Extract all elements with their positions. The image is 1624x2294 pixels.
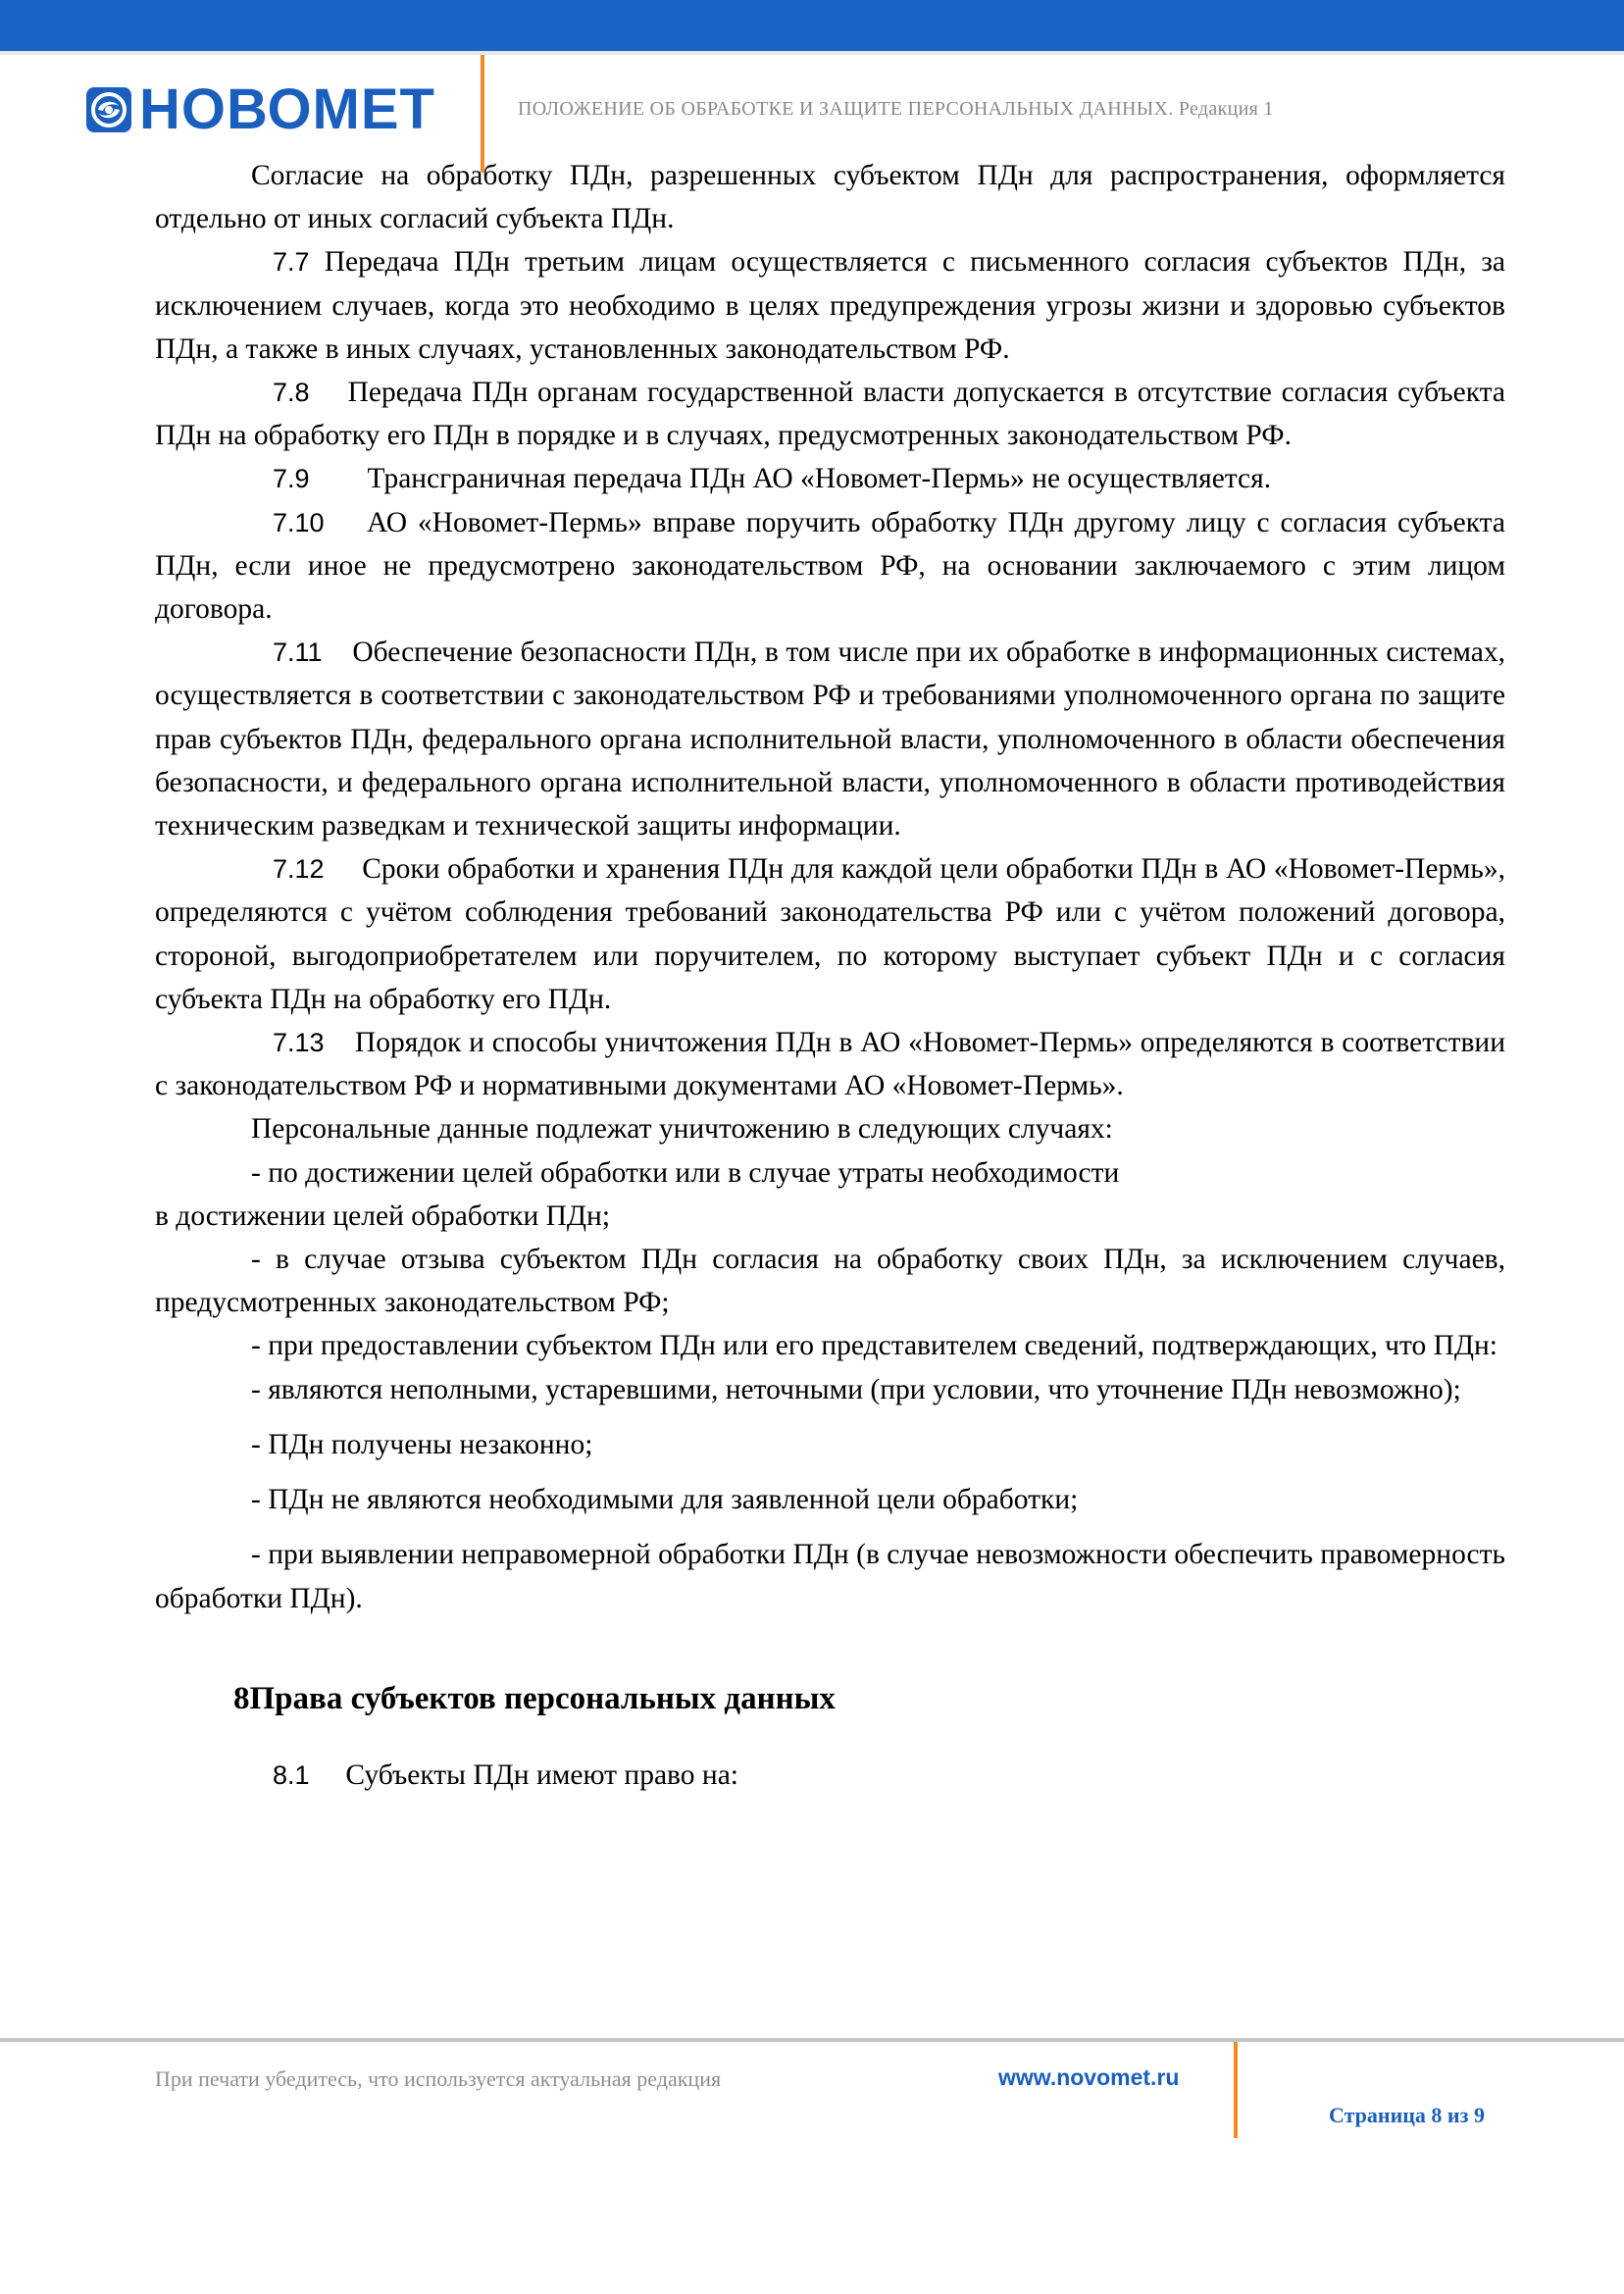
document-body (155, 154, 1505, 1797)
clause-text: Передача ПДн органам государственной власти допускается в отсутствие согласия субъекта ПДн на обработку его ПДн в порядке и в случаях, предусмотренных законодательством РФ. (155, 377, 1506, 452)
footer-print-note: При печати убедитесь, что используется актуальная редакция (155, 2066, 722, 2091)
list-item: - ПДн получены незаконно; (251, 1428, 593, 1460)
page-number: Страница 8 из 9 (1329, 2103, 1485, 2127)
footer-divider (1234, 2042, 1238, 2138)
clause-number: 7.11 (273, 637, 323, 668)
clause-number: 7.9 (273, 464, 310, 494)
clause-number: 7.10 (273, 507, 325, 537)
spacer (155, 1466, 1505, 1478)
clause-number: 7.12 (273, 854, 325, 885)
clause-text: Передача ПДн третьим лицам осуществляется с письменного согласия субъектов ПДн, за исключением случаев, когда это необходимо в целях предупреждения угрозы жизни и здоровью субъектов ПДн, а также в иных случаях, установленных законодательством РФ. (155, 246, 1506, 365)
logo-emblem-icon (86, 87, 131, 132)
clause-7-7 (155, 240, 1505, 371)
clause-7-11 (155, 631, 1505, 847)
clause-text: Обеспечение безопасности ПДн, в том числе при их обработке в информационных системах, осуществляется в соответствии с законодательством РФ и требованиями уполномоченного органа по защите прав субъектов ПДн, федерального органа исполнительной власти, уполномоченного в области обеспечения безопасности, и федерального органа исполнительной власти, уполномоченного в области противодействия техническим разведкам и технической защиты информации. (155, 637, 1505, 842)
list-item: - при предоставлении субъектом ПДн или его представителем сведений, подтверждающих, что ПДн: (251, 1330, 1497, 1362)
header-top-bar-shadow (0, 51, 1624, 55)
clause-7-10 (155, 501, 1505, 632)
list-item-continuation: в достижении целей обработки ПДн; (155, 1199, 611, 1232)
clause-text: АО «Новомет-Пермь» вправе поручить обработку ПДн другому лицу с согласия субъекта ПДн, если иное не предусмотрено законодательством РФ, на основании заключаемого с этим лицом договора. (155, 506, 1505, 626)
clause-7-8 (155, 371, 1505, 457)
clause-number: 8.1 (273, 1759, 310, 1790)
logo-wordmark: НОВОМЕТ (139, 77, 435, 141)
clause-text: Трансграничная передача ПДн АО «Новомет-Пермь» не осуществляется. (367, 463, 1272, 495)
paragraph: Персональные данные подлежат уничтожению в следующих случаях: (251, 1113, 1113, 1146)
spacer (155, 1411, 1505, 1423)
header-top-bar (0, 0, 1624, 51)
spacer (155, 1521, 1505, 1533)
footer-divider-line (0, 2038, 1624, 2042)
list-item: - при выявлении неправомерной обработки ПДн (в случае невозможности обеспечить правомерность обработки ПДн). (155, 1539, 1505, 1614)
document-header-title: ПОЛОЖЕНИЕ ОБ ОБРАБОТКЕ И ЗАЩИТЕ ПЕРСОНАЛЬНЫХ ДАННЫХ. Редакция 1 (518, 98, 1274, 120)
footer-website-link[interactable]: www.novomet.ru (998, 2065, 1180, 2090)
list-item: - в случае отзыва субъектом ПДн согласия на обработку своих ПДн, за исключением случаев, предусмотренных законодательством РФ; (155, 1244, 1505, 1319)
list-item: - по достижении целей обработки или в случае утраты необходимости (251, 1156, 1120, 1189)
list-item: - являются неполными, устаревшими, неточными (при условии, что уточнение ПДн невозможно); (251, 1373, 1461, 1405)
clause-8-1 (155, 1754, 1505, 1797)
section-heading: 8Права субъектов персональных данных (233, 1680, 836, 1716)
company-logo (86, 77, 435, 141)
clause-7-9 (155, 457, 1505, 500)
clause-text: Сроки обработки и хранения ПДн для каждой цели обработки ПДн в АО «Новомет-Пермь», определяются с учётом соблюдения требований законодательства РФ или с учётом положений договора, стороной, выгодоприобретателем или поручителем, по которому выступает субъект ПДн и с согласия субъекта ПДн на обработку его ПДн. (155, 853, 1505, 1015)
clause-7-13 (155, 1021, 1505, 1107)
clause-number: 7.8 (273, 378, 310, 408)
clause-7-12 (155, 847, 1505, 1021)
list-item: - ПДн не являются необходимыми для заявленной цели обработки; (251, 1484, 1079, 1516)
paragraph: Согласие на обработку ПДн, разрешенных субъектом ПДн для распространения, оформляется отдельно от иных согласий субъекта ПДн. (155, 160, 1505, 235)
clause-number: 7.7 (273, 247, 310, 278)
clause-text: Порядок и способы уничтожения ПДн в АО «Новомет-Пермь» определяются в соответствии с законодательством РФ и нормативными документами АО «Новомет-Пермь». (155, 1027, 1505, 1102)
clause-number: 7.13 (273, 1028, 325, 1058)
clause-text: Субъекты ПДн имеют право на: (345, 1759, 738, 1791)
